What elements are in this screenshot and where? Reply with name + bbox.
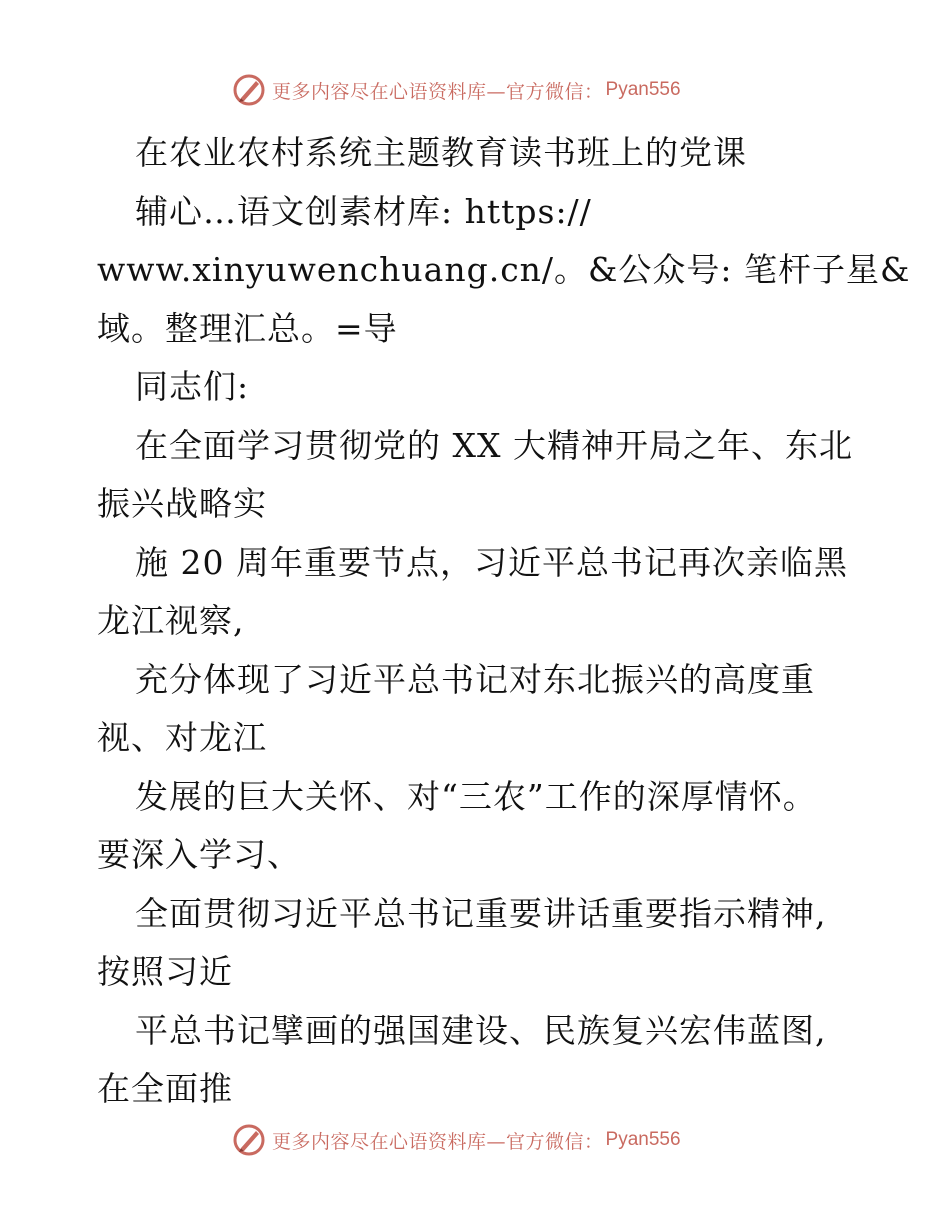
text-line: 平总书记擘画的强国建设、民族复兴宏伟蓝图,	[135, 1010, 827, 1050]
text-line: 视、对龙江	[97, 718, 267, 757]
header-banner-text: 更多内容尽在心语资料库—官方微信：	[272, 80, 604, 103]
text-line: 域。整理汇总。=导	[97, 308, 398, 348]
pen-logo-icon	[232, 73, 266, 107]
header-banner	[232, 72, 681, 108]
pen-logo-icon	[232, 1123, 266, 1157]
text-line: 辅心…语文创素材库: https://	[135, 191, 592, 231]
header-wechat-id: Pyan556	[605, 79, 681, 100]
text-line: 振兴战略实	[97, 484, 267, 523]
footer-wechat-id: Pyan556	[605, 1129, 681, 1150]
text-line: 在全面学习贯彻党的 XX 大精神开局之年、东北	[135, 425, 853, 465]
footer-banner	[232, 1122, 681, 1158]
text-line: 按照习近	[97, 952, 233, 991]
salutation: 同志们:	[135, 367, 250, 406]
text-line: 充分体现了习近平总书记对东北振兴的高度重	[135, 659, 815, 699]
text-line: 发展的巨大关怀、对“三农”工作的深厚情怀。	[135, 776, 817, 816]
text-line: 全面贯彻习近平总书记重要讲话重要指示精神,	[135, 893, 827, 933]
text-line: 龙江视察,	[97, 601, 245, 640]
text-line: 在全面推	[97, 1069, 233, 1108]
document-title: 在农业农村系统主题教育读书班上的党课	[135, 133, 747, 172]
footer-banner-text: 更多内容尽在心语资料库—官方微信：	[272, 1130, 604, 1153]
text-line: 施 20 周年重要节点，习近平总书记再次亲临黑	[135, 542, 848, 582]
text-line: 要深入学习、	[97, 835, 301, 874]
text-line: www.xinyuwenchuang.cn/。&公众号: 笔杆子星&	[97, 250, 911, 289]
document-body	[97, 124, 911, 1119]
